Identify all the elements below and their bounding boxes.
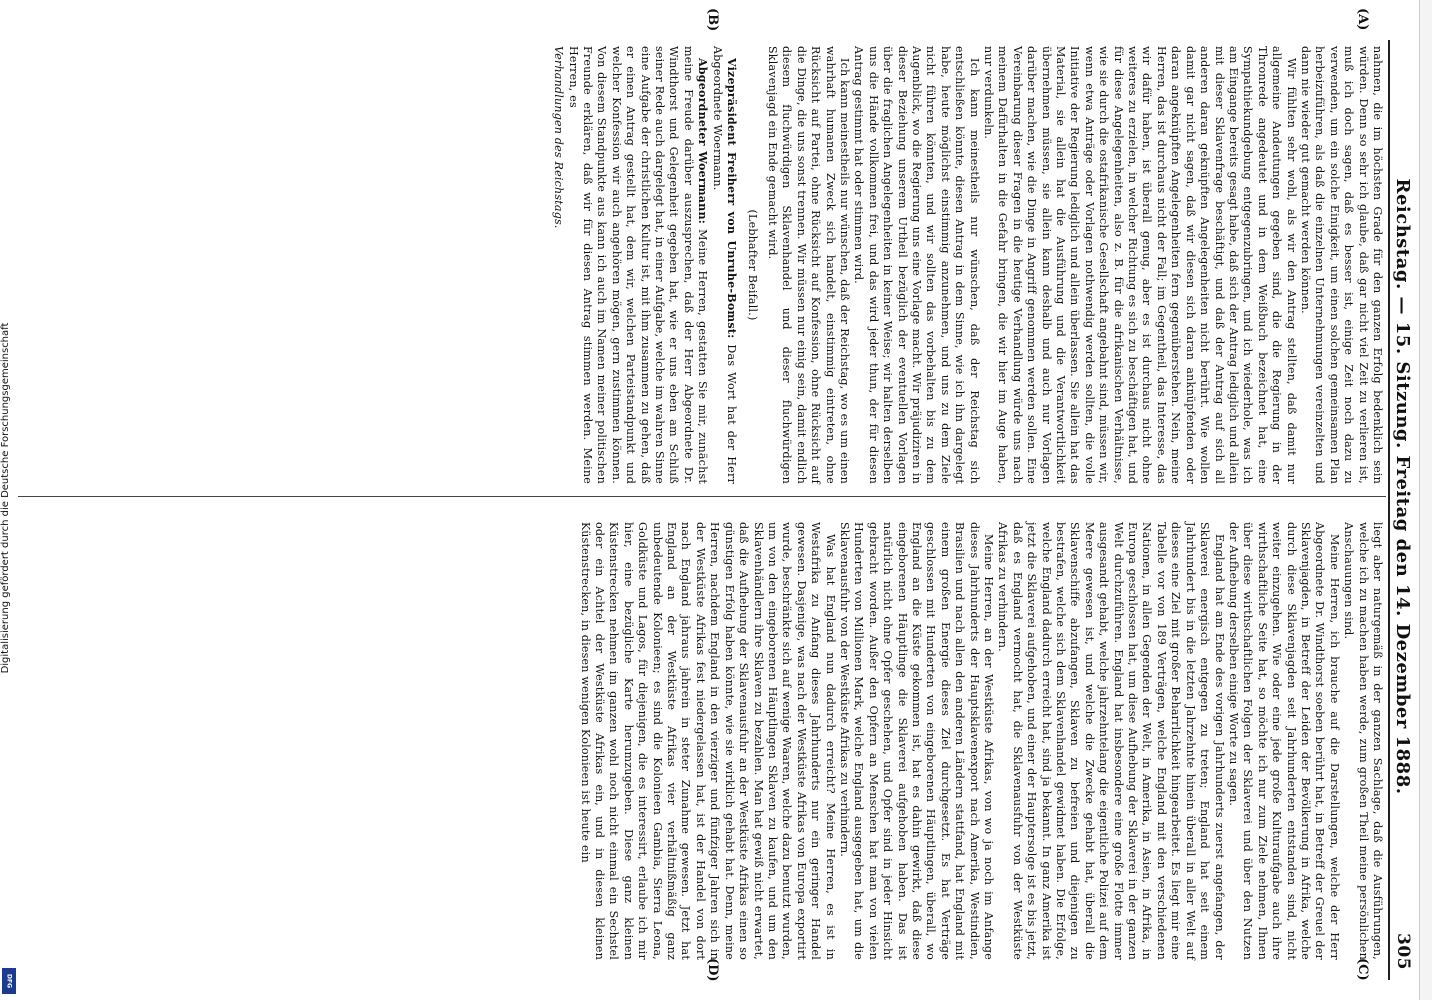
paragraph: Was hat England nun dadurch erreicht? Meine Herren, es ist in Westafrika zu Anfang dieses Jahrhunderts nur ein geringer Handel gewesen. Dasjenige, was nach der Westküste Afrikas von Europa exportirt wurde, beschränkte sich auf wenige Waaren, welche dazu benutzt wurden, um von den eingeborenen Häuptlingen Sklaven zu kaufen, und um den Sklavenhändlern ihre Sklaven zu bezahlen. Man hat gewiß nicht erwartet, daß die Aufhebung der Sklavenausfuhr an der Westküste Afrikas einen so günstigen Erfolg haben könnte, wie sie wirklich gehabt hat. Denn, meine Herren, nachdem England in den vierziger und fünfziger Jahren sich in der Westküste Afrikas fest niedergelassen hat, ist der Handel von dort nach England jahraus jahrein in steter Zunahme gewesen. Jetzt hat England an der Westküste Afrikas vier verhältnißmäßig ganz unbedeutende Kolonieen; es sind die Kolonieen Gambia, Sierra Leona, Goldküste und Lagos, für diejenigen, die es interessirt, erlaube ich mir hier, eine bezügliche Karte herumzugeben. Diese ganz kleinen Küstenstrecken nehmen im ganzen wohl noch nicht einmal ein Sechstel oder ein Achtel der Westküste Afrikas ein, und in diesen kleinen Küstenstrecken, in diesen wenigen Kolonieen ist heute ein xyxy=(578,522,837,960)
margin-marker-b: (B) xyxy=(705,8,720,32)
footer-note: Verhandlungen des Reichstags. xyxy=(552,46,566,229)
dfg-logo-icon: DFG xyxy=(2,968,16,994)
paragraph: nahmen, die im höchsten Grade für den ganzen Erfolg bedenklich sein würden. Denn so sehr ich glaube, daß gar nicht viel Zeit zu verlieren ist, muß ich doch sagen, daß es besser ist, einige Zeit noch dazu zu verwenden, um ein solche Einigkeit, um einen solchen gemeinsamen Plan herbeizuführen, als daß die einzelnen Unternehmungen vereinzelten und dann nie wieder gut gemacht werden können. xyxy=(1298,46,1384,484)
page-number: 305 xyxy=(1393,933,1413,970)
speaker-paragraph xyxy=(565,46,709,484)
page-header xyxy=(1390,40,1416,970)
paragraph: liegt aber naturgemäß in der ganzen Sachlage, daß die Ausführungen, welche ich zu machen haben werde, zum großen Theil meine persönlichen Anschauungen sind. xyxy=(1342,522,1384,960)
paragraph: Ich kann meinestheils nur wünschen, daß der Reichstag sich entschließen könnte, diesen Antrag in dem Sinne, wie ich ihn dargelegt habe, heute möglichst einstimmig anzunehmen, und uns zu dem Ziele nicht führen könnten, und wir sollten das vorbehalten bis zu dem Augenblick, wo die Regierung uns eine Vorlage macht. Wir präjudiziren in dieser Beziehung unserem Urtheil bezüglich der eventuellen Vorlagen über die fraglichen Angelegenheiten in keiner Weise; wir halten derselben uns die Hände vollkommen frei, und das wird jeder thun, der für diesen Antrag gestimmt hat oder stimmen wird. xyxy=(852,46,981,484)
margin-marker-d: (D) xyxy=(705,958,720,982)
speaker-paragraph xyxy=(709,46,738,484)
credit-sidebar xyxy=(0,0,18,1000)
applause-note: (Lebhafter Beifall.) xyxy=(745,209,759,321)
speaker-name: Abgeordneter Woermann: xyxy=(696,58,710,225)
margin-marker-c: (C) xyxy=(1355,958,1370,981)
paragraph: Ich kann meinestheils nur wünschen, daß der Reichstag, wo es um einen wahrhaft humanen Zweck sich handelt, einstimmig eintreten, ohne Rücksicht auf Partei, ohne Rücksicht auf Konfession, ohne Rücksicht auf die Dinge, die uns sonst trennen. Wir müssen nur einig sein, damit endlich diesem fluchwürdigen Sklavenhandel und dieser fluchwürdigen Sklavenjagd ein Ende gemacht wird. xyxy=(765,46,851,484)
paragraph: Meine Herren, ich brauche auf die Darstellungen, welche der Herr Abgeordnete Dr. Windthorst soeben berührt hat, in Betreff der Greuel der Sklavenjagden, in Betreff der Leiden der Bevölkerung in Afrika, welche durch diese Sklavenjagden seit Jahrhunderten entstanden sind, nicht weiter einzugehen. Wie oder eine jede große Kulturaufgabe auch ihre wirthschaftliche Seite hat, so möchte ich nur zum Ziele nehmen, Ihnen über diese wirthschaftlichen Folgen der Sklaverei und über den Nutzen der Aufhebung derselben einige Worte zu sagen. xyxy=(1226,522,1341,960)
left-column xyxy=(551,46,1384,484)
scan-edge xyxy=(1419,0,1432,1000)
paragraph: Meine Herren, an der Westküste Afrikas, von wo ja noch im Anfange dieses Jahrhunderts der Hauptsklavenexport nach Amerika, Westindien, Brasilien und nach allen den anderen Ländern stattfand, hat England mit einem großen Energie dieses Ziel durchgesetzt. Es hat Verträge geschlossen mit Hunderten von eingeborenen Häuptlingen, überall, wo England an die Küste gekommen ist, hat es dahin gewirkt, daß diese eingeborenen Häuptlinge die Sklaverei aufgehoben haben. Das ist natürlich nicht ohne Opfer geschehen, und Opfer sind in jeder Hinsicht gebracht worden. Außer den Opfern an Menschen hat man von vielen Hunderten von Millionen Mark, welche England ausgegeben hat, um die Sklavenausfuhr von der Westküste Afrikas zu verhindern. xyxy=(837,522,996,960)
margin-marker-a: (A) xyxy=(1355,8,1370,31)
digitization-credit: Digitalisierung gefördert durch die Deutsche Forschungsgemeinschaft xyxy=(0,322,11,674)
speech-text: Meine Herren, gestatten Sie mir, zunächst meine Freude darüber auszusprechen, daß der Herr Abgeordnete Dr. Windthorst und Gelegenheit gegeben hat, wie er uns eben am Schluß seiner Rede auch dargelegt hat, in einer Aufgabe, welche im wahren Sinne eine Aufgabe der christlichen Kultur ist, mit ihm zusammen zu gehen, daß er einen Antrag gestellt hat, dem wir, welchen Parteistandpunkt und welcher Konfession wir auch angehören mögen, gern zustimmen können. Von diesem Standpunkte aus kann ich auch im Namen meiner politischen Freunde erklären, daß wir für diesen Antrag stimmen werden. Meine Herren, es xyxy=(566,46,710,484)
header-rule xyxy=(1388,40,1390,980)
header-title: Reichstag. — 15. Sitzung. Freitag den 14. Dezember 1888. xyxy=(1392,178,1414,795)
column-divider xyxy=(18,496,1386,497)
right-column xyxy=(577,522,1384,960)
paragraph: England hat am Ende des vorigen Jahrhunderts zuerst angefangen, der Sklaverei energisch entgegen zu treten; England hat seit einem Jahrhundert bis in die letzten Jahrzehnte hinein überall in aller Welt auf dieses eine Ziel mit großer Beharrlichkeit hingearbeitet. Es liegt mir eine Tabelle vor von 189 Verträgen, welche England mit den verschiedenen Nationen, in allen Gegenden der Welt, in Amerika, in Asien, in Afrika, in Europa geschlossen hat, um diese Aufhebung der Sklaverei in der ganzen Welt durchzuführen. England hat insbesondere eine große Flotte immer ausgesandt gehabt, welche jahrzehntelang die eigentliche Polizei auf dem Meere gewesen ist, und welche die Zwecke gehabt hat, überall die Sklavenschiffe abzufangen, Sklaven zu befreien und diejenigen zu bestrafen, welche sich dem Sklavenhandel gewidmet haben. Die Erfolge, welche England dadurch erreicht hat, sind ja bekannt. In ganz Amerika ist jetzt die Sklaverei aufgehoben, und einer der Hauptersolge ist es bis jetzt, daß es England vermocht hat, die Sklavenausfuhr von der Westküste Afrikas zu verhindern. xyxy=(996,522,1226,960)
paragraph: Wir fühlten sehr wohl, als wir den Antrag stellten, daß damit nur allgemeine Andeutungen gegeben sind, die die Regierung in der Thronrede angedeutet und in dem Weißbuch bezeichnet hat, eine Sympathiekundgebung entgegenzubringen, und ich wiederhole, was ich am Eingange bereits gesagt habe, daß sich der Antrag lediglich und allein mit dieser Sklavenfrage beschäftigt, und daß der Antrag auf sich all anderen daran geknüpften Angelegenheiten nicht berührt. Wie wollen damit gar nicht sagen, daß wir diesen sich daran anknüpfenden oder daran angeknüpften Angelegenheiten fern gegenüberstehen. Nein, meine Herren, das ist durchaus nicht der Fall; im Gegentheil, das Interesse, das wir dafür haben, ist überall genug, aber es ist durchaus nicht ohne weiteres zu erzielen, in welcher Richtung es sich zu beschäftigen hat, und für diese Angelegenheiten, also z. B. für die afrikanischen Verhältnisse, wie sie durch die ostafrikanische Gesellschaft angebahnt sind, müssen wir, wenn etwa Anträge oder Vorlagen nothwendig werden sollten, die volle Initiative der Regierung lediglich und allein überlassen. Sie allein hat das Material, sie allein hat die Ausführung und die Verantwortlichkeit übernehmen müssen, sie allein kann deshalb und auch nur Vorlagen darüber machen, wie die Dinge in Angriff genommen werden sollen. Eine Vereinbarung dieser Fragen in die heutige Verhandlung würde uns nach meinem Dafürhalten in die Gefahr bringen, die wir hier im Auge haben, nur verdunkeln. xyxy=(982,46,1298,484)
speech-text: Das Wort hat der Herr Abgeordnete Woermann. xyxy=(710,46,739,484)
speaker-name: Vizepräsident Freiherr von Unruhe-Bomst: xyxy=(725,58,739,339)
